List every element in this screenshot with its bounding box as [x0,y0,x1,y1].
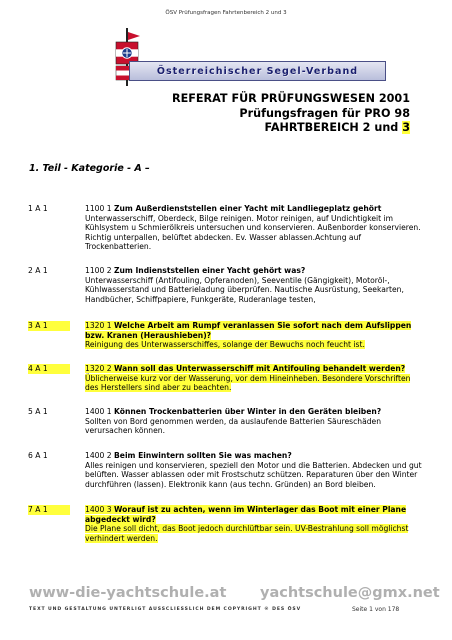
question-text: Zum Außerdienststellen einer Yacht mit Landliegeplatz gehört [114,204,382,213]
question-code: 4 A 1 [28,364,70,374]
question-text: Worauf ist zu achten, wenn im Winterlager das Boot mit einer Plane abgedeckt wird? [85,505,407,524]
question-number: 1100 2 [85,266,114,275]
banner [129,61,386,81]
running-header: ÖSV Prüfungsfragen Fahrtenbereich 2 und 3 [165,10,287,16]
question-code: 6 A 1 [28,451,48,460]
title-line-3-prefix: FAHRTBEREICH 2 und [264,121,403,134]
answer-text: Üblicherweise kurz vor der Wasserung, vor dem Hineinheben. Besondere Vorschriften des Herstellers sind aber zu beachten. [85,373,411,393]
section-heading: 1. Teil - Kategorie - A – [29,163,150,174]
answer-text: Unterwasserschiff (Antifouling, Opferanoden), Seeventile (Gängigkeit), Motoröl-, Kühlwasserstand und Batterieladung überprüfen. Nautische Ausrüstung, Seekarten, Handbücher, Schiffpapiere, Funkgeräte, Ruderanlage testen, [85,275,404,304]
question-code: 7 A 1 [28,505,70,515]
title-line-3-highlight: 3 [402,121,410,134]
answer-text: Sollten von Bord genommen werden, da auslaufende Batterien Säureschäden verursachen können. [85,416,382,436]
question-code: 2 A 1 [28,266,48,275]
question-number: 1400 1 [85,407,114,416]
answer-text: Reinigung des Unterwasserschiffes, solange der Bewuchs noch feucht ist. [85,340,365,350]
question-code: 3 A 1 [28,321,70,331]
question-text: Wann soll das Unterwasserschiff mit Antifouling behandelt werden? [114,364,406,373]
page-number: Seite 1 von 178 [352,606,400,613]
answer-text: Die Plane soll dicht, das Boot jedoch durchlüftbar sein. UV-Bestrahlung soll möglichst verhindert werden. [85,524,409,543]
answer-text: Unterwasserschiff, Oberdeck, Bilge reinigen. Motor reinigen, auf Undichtigkeit im Kühlsystem u Schmierölkreis untersuchen und konservieren. Außenborder konservieren. Richtig unterpallen, belüftet abdecken. Ev. Wasser ablassen.Achtung auf Trockenbatterien. [85,213,421,252]
footer-email: yachtschule@gmx.net [260,585,440,601]
document-title [80,92,410,136]
banner-text: Österreichischer Segel-Verband [156,65,359,77]
question-number: 1320 1 [85,321,114,330]
question-number: 1100 1 [85,204,114,213]
title-line-2: Prüfungsfragen für PRO 98 [239,106,410,120]
question-code: 1 A 1 [28,204,48,213]
question-code: 5 A 1 [28,407,48,416]
title-line-1: REFERAT FÜR PRÜFUNGSWESEN 2001 [171,92,410,105]
question-text: Können Trockenbatterien über Winter in den Geräten bleiben? [114,407,382,416]
question-text: Welche Arbeit am Rumpf veranlassen Sie sofort nach dem Aufslippen bzw. Kranen (Heraushieben)? [85,321,412,340]
question-number: 1400 3 [85,505,114,514]
footer-website: www-die-yachtschule.at [29,585,227,601]
title-line-3 [80,121,410,136]
answer-text: Alles reinigen und konservieren, speziell den Motor und die Batterien. Abdecken und gut belüften. Wasser ablassen oder mit Frostschutz schützen. Reparaturen über den Winter durchführen (lassen). Elektronik kann (aus techn. Gründen) an Bord bleiben. [85,460,422,489]
question-number: 1400 2 [85,451,114,460]
question-number: 1320 2 [85,364,114,373]
footer-copyright: TEXT UND GESTALTUNG UNTERLIGT AUSSCLIESSLICH DEM COPYRIGHT ® DES ÖSV [29,607,302,612]
question-text: Beim Einwintern sollten Sie was machen? [114,451,292,460]
question-text: Zum Indienststellen einer Yacht gehört was? [114,266,306,275]
